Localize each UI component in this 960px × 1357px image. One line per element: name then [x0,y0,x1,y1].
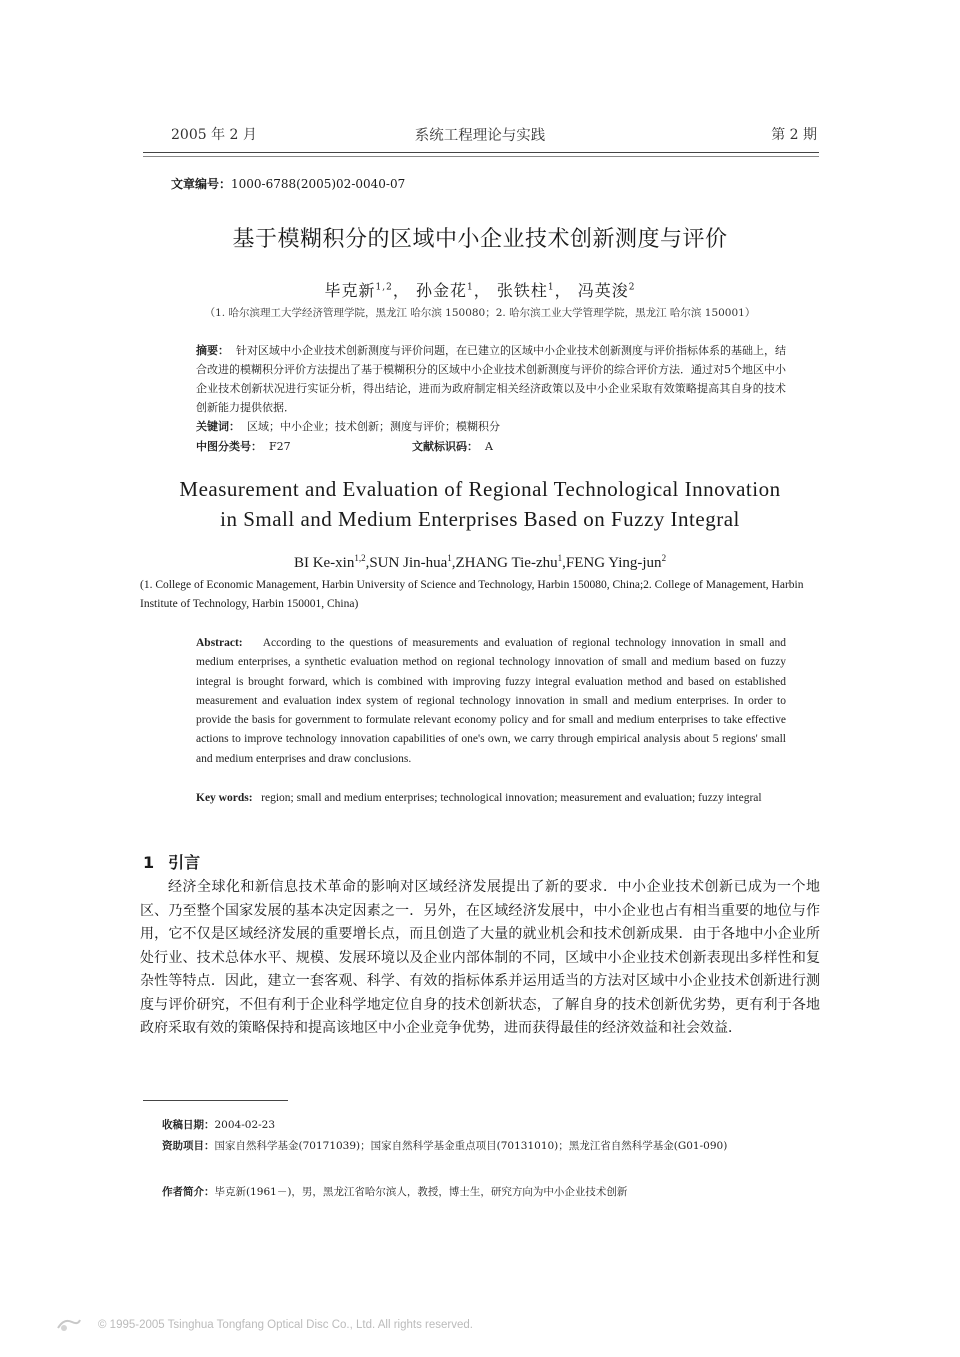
fund-label: 资助项目： [162,1140,215,1152]
author-name: BI Ke-xin [293,555,355,571]
footnote-received [140,1116,842,1135]
chinese-abstract [196,341,786,417]
received-date: 2004-02-23 [214,1119,276,1131]
author-separator: ， [473,281,491,300]
author-affil-mark: 2 [661,553,667,563]
journal-name: 系统工程理论与实践 [414,128,546,144]
issue-number: 第 2 期 [771,127,817,143]
header-rule [143,152,819,153]
english-authors [0,553,960,572]
section-heading [143,850,200,873]
chinese-affiliation: （1. 哈尔滨理工大学经济管理学院，黑龙江 哈尔滨 150080；2. 哈尔滨工业大学管理学院，黑龙江 哈尔滨 150001） [204,307,756,319]
copyright-notice: © 1995-2005 Tsinghua Tongfang Optical Disc Co., Ltd. All rights reserved. [98,1319,473,1331]
abstract-label: 摘要： [196,344,229,357]
author-affil-mark: 1 [467,282,474,293]
author-affil-mark: 1 [547,282,555,293]
fund-text: 国家自然科学基金(70171039)；国家自然科学基金重点项目(70131010)；黑龙江省自然科学基金(G01-090) [214,1140,728,1152]
author-name: FENG Ying-jun [565,555,662,571]
english-title [0,474,960,534]
english-title-line2: in Small and Medium Enterprises Based on Fuzzy Integral [220,507,740,531]
author-separator: ， [392,281,410,300]
author-name: 毕克新 [324,281,376,300]
received-label: 收稿日期： [162,1119,215,1131]
english-title-line1: Measurement and Evaluation of Regional Technological Innovation [179,477,781,501]
class-value: F27 [269,440,291,453]
author-separator: , [365,555,370,571]
section-title: 引言 [168,853,201,872]
author-separator: ， [554,281,572,300]
author-affil-mark: 1,2 [354,553,366,563]
author-separator: , [562,555,566,571]
english-keywords [196,789,786,808]
article-number-value: 1000-6788(2005)02-0040-07 [231,177,406,191]
abstract-label: Abstract: [196,637,243,649]
footnote-funding [140,1137,820,1156]
keywords-text: region; small and medium enterprises; technological innovation; measurement and evaluation; fuzzy integral [261,792,762,804]
classification-line [196,437,786,456]
author-name: ZHANG Tie-zhu [455,555,558,571]
class-label: 中图分类号： [196,440,262,453]
keywords-label: 关键词： [196,420,240,433]
document-code [412,437,493,456]
keywords-label: Key words: [196,792,253,804]
english-affiliation: (1. College of Economic Management, Harbin University of Science and Technology, Harbin 150080, China;2. College of Management, Harbin Institute of Technology, Harbin 150001, China) [140,579,804,610]
doc-code-label: 文献标识码： [412,440,478,453]
author-name: SUN Jin-hua [369,555,448,571]
footnote-rule [143,1100,288,1101]
doc-code-value: A [485,440,493,453]
article-number-label: 文章编号： [171,177,232,191]
author-affil-mark: 1 [557,553,563,563]
abstract-text: 针对区域中小企业技术创新测度与评价问题，在已建立的区域中小企业技术创新测度与评价指标体系的基础上，结合改进的模糊积分评价方法提出了基于模糊积分的区域中小企业技术创新测度与评价的综合评价方法．通过对5个地区中小企业技术创新状况进行实证分析，得出结论，进而为政府制定相关经济政策以及中小企业采取有效策略提高其自身的技术创新能力提供依据． [196,344,786,414]
header-date: 2005 年 2 月 [171,127,257,143]
author-name: 张铁柱 [496,281,548,300]
footnote-author [140,1183,842,1202]
english-abstract [196,634,786,769]
author-affil-mark: 2 [628,282,636,293]
chinese-authors [0,278,960,301]
author-bio-text: 毕克新(1961－)，男，黑龙江省哈尔滨人，教授，博士生，研究方向为中小企业技术创新 [214,1186,628,1198]
author-affil-mark: 1,2 [375,282,393,293]
author-affil-mark: 1 [447,553,452,563]
keywords-text: 区域；中小企业；技术创新；测度与评价；模糊积分 [247,420,500,433]
chinese-keywords [196,417,786,436]
author-name: 孙金花 [415,281,467,300]
article-number [171,175,405,192]
author-bio-label: 作者简介： [162,1186,215,1198]
header-rule-thin [143,156,819,157]
section-number: 1 [143,853,155,872]
abstract-text: According to the questions of measurements and evaluation of regional technology innovation in small and medium enterprises, a synthetic evaluation method on regional technology innovation of small and medium based on fuzzy integral is brought forward, which is combined with improving fuzzy integral evaluation method and based on established measurement and evaluation index system of regional technology innovation in small and medium enterprises. In order to provide the basis for government to formulate relevant economy policy and for small and medium enterprises to take effective actions to improve technology innovation capabilities of one's own, we carry through empirical analysis about 5 regions' small and medium enterprises and draw conclusions. [196,637,787,765]
publisher-logo-icon [56,1316,82,1334]
section-body: 经济全球化和新信息技术革命的影响对区域经济发展提出了新的要求．中小企业技术创新已成为一个地区、乃至整个国家发展的基本决定因素之一．另外，在区域经济发展中，中小企业也占有相当重要的地位与作用，它不仅是区域经济发展的重要增长点，而且创造了大量的就业机会和技术创新成果．由于各地中小企业所处行业、技术总体水平、规模、发展环境以及企业内部体制的不同，区域中小企业技术创新表现出多样性和复杂性等特点．因此，建立一套客观、科学、有效的指标体系并运用适当的方法对区域中小企业技术创新进行测度与评价研究，不但有利于企业科学地定位自身的技术创新状态，了解自身的技术创新优劣势，更有利于各地政府采取有效的策略保持和提高该地区中小企业竞争优势，进而获得最佳的经济效益和社会效益． [140,879,820,1036]
author-name: 冯英浚 [577,281,629,300]
author-separator: , [451,555,456,571]
chinese-title: 基于模糊积分的区域中小企业技术创新测度与评价 [232,227,728,252]
